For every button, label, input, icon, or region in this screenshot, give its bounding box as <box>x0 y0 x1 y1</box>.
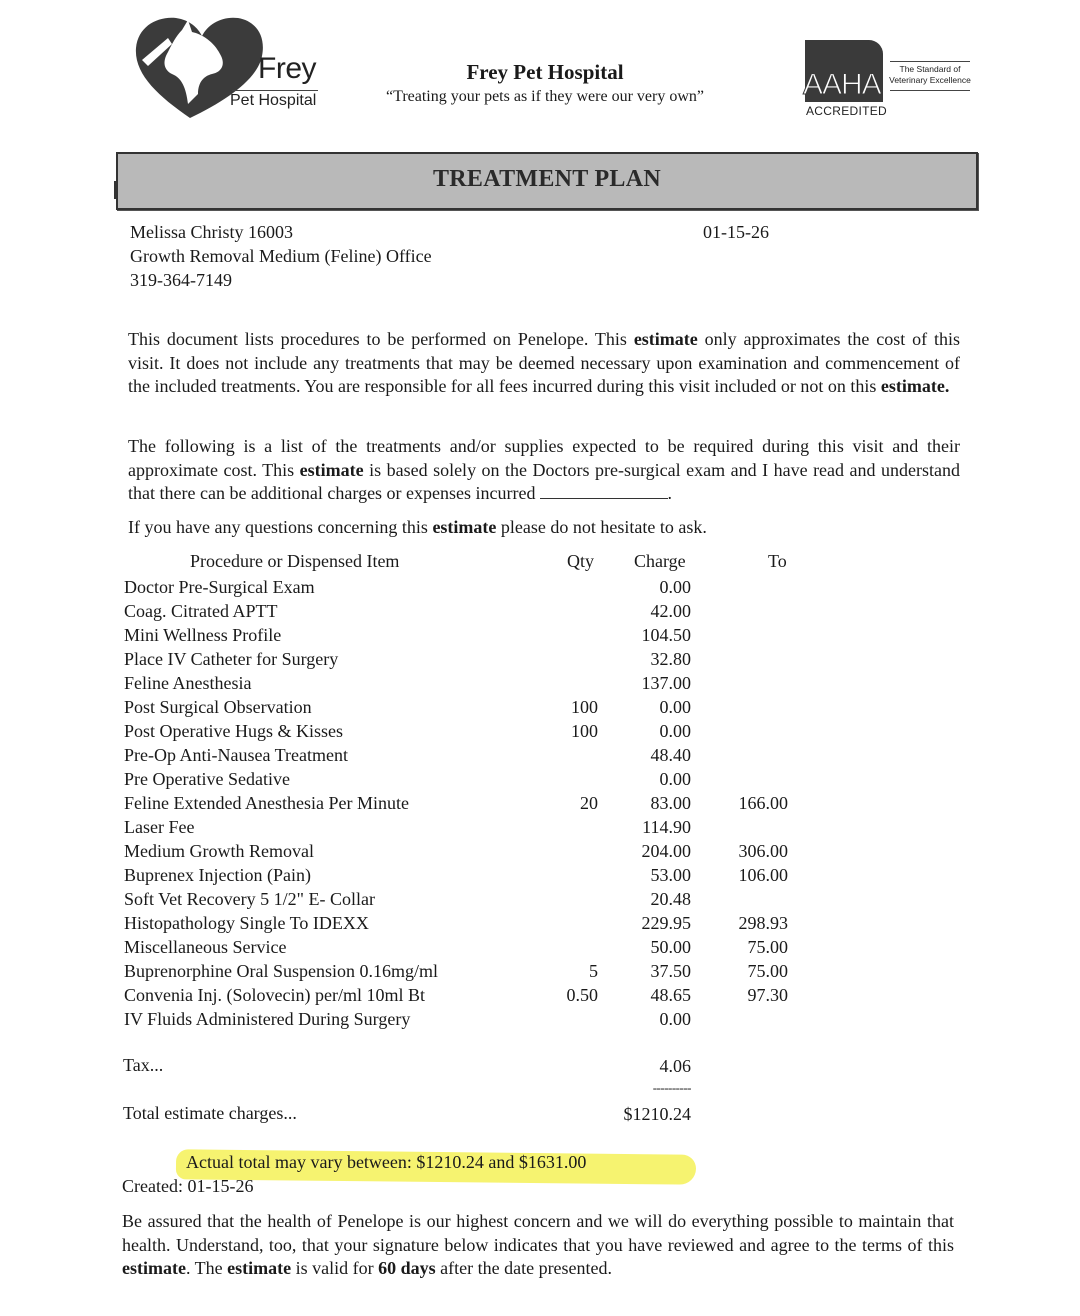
item-total: 75.00 <box>747 961 788 981</box>
bold-text: estimate. <box>880 376 950 396</box>
item-total: 97.30 <box>747 985 788 1005</box>
bold-text: estimate <box>227 1258 292 1278</box>
table-row <box>124 671 804 695</box>
item-charge: 104.50 <box>641 625 691 645</box>
column-header-item: Procedure or Dispensed Item <box>190 551 400 571</box>
item-total: 106.00 <box>738 865 788 885</box>
item-charge: 204.00 <box>641 841 691 861</box>
item-name: Feline Extended Anesthesia Per Minute <box>124 793 409 813</box>
aaha-standard-line2: Veterinary Excellence <box>889 75 971 85</box>
item-name: Coag. Citrated APTT <box>124 601 278 621</box>
column-header-qty: Qty <box>567 551 594 571</box>
table-row <box>124 719 804 743</box>
item-charge: 0.00 <box>659 769 691 789</box>
initials-blank-field[interactable] <box>540 484 668 499</box>
item-charge: 0.00 <box>659 697 691 717</box>
item-qty: 100 <box>571 721 598 741</box>
item-charge: 229.95 <box>641 913 691 933</box>
client-name-id: Melissa Christy 16003 <box>130 222 294 242</box>
text: only approximates the cost of this visit. It does not include any treatments that may be deemed necessary upon examination and commencement of the included treatments. You are responsible for all fees incurred during this visit included or not on this <box>128 329 960 396</box>
table-row <box>124 935 804 959</box>
item-name: Doctor Pre-Surgical Exam <box>124 577 315 597</box>
item-charge: 0.00 <box>659 721 691 741</box>
item-total: 166.00 <box>738 793 788 813</box>
item-charge: 114.90 <box>642 817 691 837</box>
item-qty: 100 <box>571 697 598 717</box>
table-row <box>124 767 804 791</box>
table-row <box>124 959 804 983</box>
page-title: TREATMENT PLAN <box>432 166 661 192</box>
client-phone: 319-364-7149 <box>130 270 232 290</box>
item-name: Post Surgical Observation <box>124 697 312 717</box>
text: The following is a list of the treatments and/or supplies expected to be required during this visit and their approximate cost. This <box>128 436 960 480</box>
bold-text: estimate <box>299 459 364 480</box>
item-charge: 37.50 <box>650 961 691 981</box>
item-charge: 83.00 <box>650 793 691 813</box>
item-name: Soft Vet Recovery 5 1/2" E- Collar <box>124 889 375 909</box>
acknowledgement-paragraph <box>128 435 960 506</box>
text: Be assured that the health of Penelope is our highest concern and we will do everything possible to maintain that health. Understand, too, that your signature below indicates that you have reviewed and agree to the terms of this <box>122 1211 954 1255</box>
bold-text: 60 days <box>378 1258 436 1278</box>
tax-value: 4.06 <box>659 1056 691 1076</box>
treatment-plan-name: Growth Removal Medium (Feline) Office <box>130 246 432 266</box>
aaha-standard-text <box>888 64 972 86</box>
item-qty: 5 <box>589 961 598 981</box>
total-separator: ---------- <box>652 1080 691 1095</box>
table-row <box>124 911 804 935</box>
table-row <box>124 575 804 599</box>
bold-text: estimate <box>633 329 698 349</box>
questions-paragraph <box>128 516 960 540</box>
item-charge: 42.00 <box>650 601 691 621</box>
table-row <box>124 839 804 863</box>
item-name: Convenia Inj. (Solovecin) per/ml 10ml Bt <box>124 985 425 1005</box>
logo-subtitle: Pet Hospital <box>230 92 317 109</box>
text: . The <box>185 1258 228 1278</box>
text: please do not hesitate to ask. <box>496 517 707 537</box>
text: after the date presented. <box>435 1258 613 1278</box>
item-charge: 137.00 <box>641 673 691 693</box>
text: If you have any questions concerning this <box>128 517 433 537</box>
closing-paragraph <box>122 1210 954 1281</box>
total-value: $1210.24 <box>623 1104 691 1124</box>
plan-date: 01-15-26 <box>703 222 769 242</box>
item-name: Place IV Catheter for Surgery <box>124 649 339 669</box>
table-row <box>124 815 804 839</box>
text: This document lists procedures to be performed on Penelope. This <box>128 329 634 349</box>
logo-brand-text: Frey <box>258 52 316 85</box>
item-name: Feline Anesthesia <box>124 673 252 693</box>
item-total: 298.93 <box>738 913 788 933</box>
client-info <box>130 220 432 292</box>
item-charge: 48.65 <box>650 985 691 1005</box>
hospital-name: Frey Pet Hospital <box>466 60 624 84</box>
item-name: Buprenorphine Oral Suspension 0.16mg/ml <box>124 961 438 981</box>
item-name: Miscellaneous Service <box>124 937 287 957</box>
table-row <box>124 695 804 719</box>
aaha-divider-bottom <box>890 90 970 91</box>
item-name: Post Operative Hugs & Kisses <box>124 721 343 741</box>
text: is valid for <box>291 1258 379 1278</box>
aaha-divider-top <box>890 61 970 62</box>
total-label: Total estimate charges... <box>123 1103 297 1123</box>
item-charge: 0.00 <box>659 1009 691 1029</box>
aaha-standard-line1: The Standard of <box>899 64 961 74</box>
item-name: Histopathology Single To IDEXX <box>124 913 369 933</box>
item-name: Pre Operative Sedative <box>124 769 290 789</box>
item-name: Mini Wellness Profile <box>124 625 282 645</box>
table-row <box>124 623 804 647</box>
text: . <box>667 483 672 503</box>
table-row <box>124 647 804 671</box>
intro-paragraph <box>128 328 960 399</box>
item-charge: 20.48 <box>650 889 691 909</box>
item-charge: 32.80 <box>650 649 691 669</box>
table-row <box>124 743 804 767</box>
item-charge: 48.40 <box>650 745 691 765</box>
hospital-tagline: “Treating your pets as if they were our very own” <box>386 88 704 105</box>
item-total: 306.00 <box>738 841 788 861</box>
item-qty: 20 <box>580 793 598 813</box>
created-date: Created: 01-15-26 <box>122 1176 254 1196</box>
table-row <box>124 863 804 887</box>
bold-text: estimate <box>432 517 497 537</box>
item-qty: 0.50 <box>566 985 598 1005</box>
table-row <box>124 599 804 623</box>
item-name: IV Fluids Administered During Surgery <box>124 1009 411 1029</box>
tax-label: Tax... <box>123 1055 164 1075</box>
line-items-table <box>124 575 804 1031</box>
aaha-mark: AAHA <box>803 68 881 101</box>
item-name: Medium Growth Removal <box>124 841 314 861</box>
item-charge: 50.00 <box>650 937 691 957</box>
table-row <box>124 887 804 911</box>
column-header-total: To <box>768 551 787 571</box>
bold-text: estimate <box>122 1258 186 1278</box>
estimate-range: Actual total may vary between: $1210.24 and $1631.00 <box>186 1152 587 1172</box>
aaha-accredited-label: ACCREDITED <box>806 104 888 118</box>
table-row <box>124 983 804 1007</box>
item-name: Buprenex Injection (Pain) <box>124 865 311 885</box>
item-total: 75.00 <box>747 937 788 957</box>
item-name: Pre-Op Anti-Nausea Treatment <box>124 745 348 765</box>
table-row <box>124 791 804 815</box>
text: is based solely on the Doctors pre-surgical exam and I have read and understand that there can be additional charges or expenses incurred <box>128 459 960 503</box>
column-header-charge: Charge <box>634 551 686 571</box>
item-charge: 53.00 <box>650 865 691 885</box>
item-name: Laser Fee <box>124 817 195 837</box>
item-charge: 0.00 <box>659 577 691 597</box>
table-row <box>124 1007 804 1031</box>
